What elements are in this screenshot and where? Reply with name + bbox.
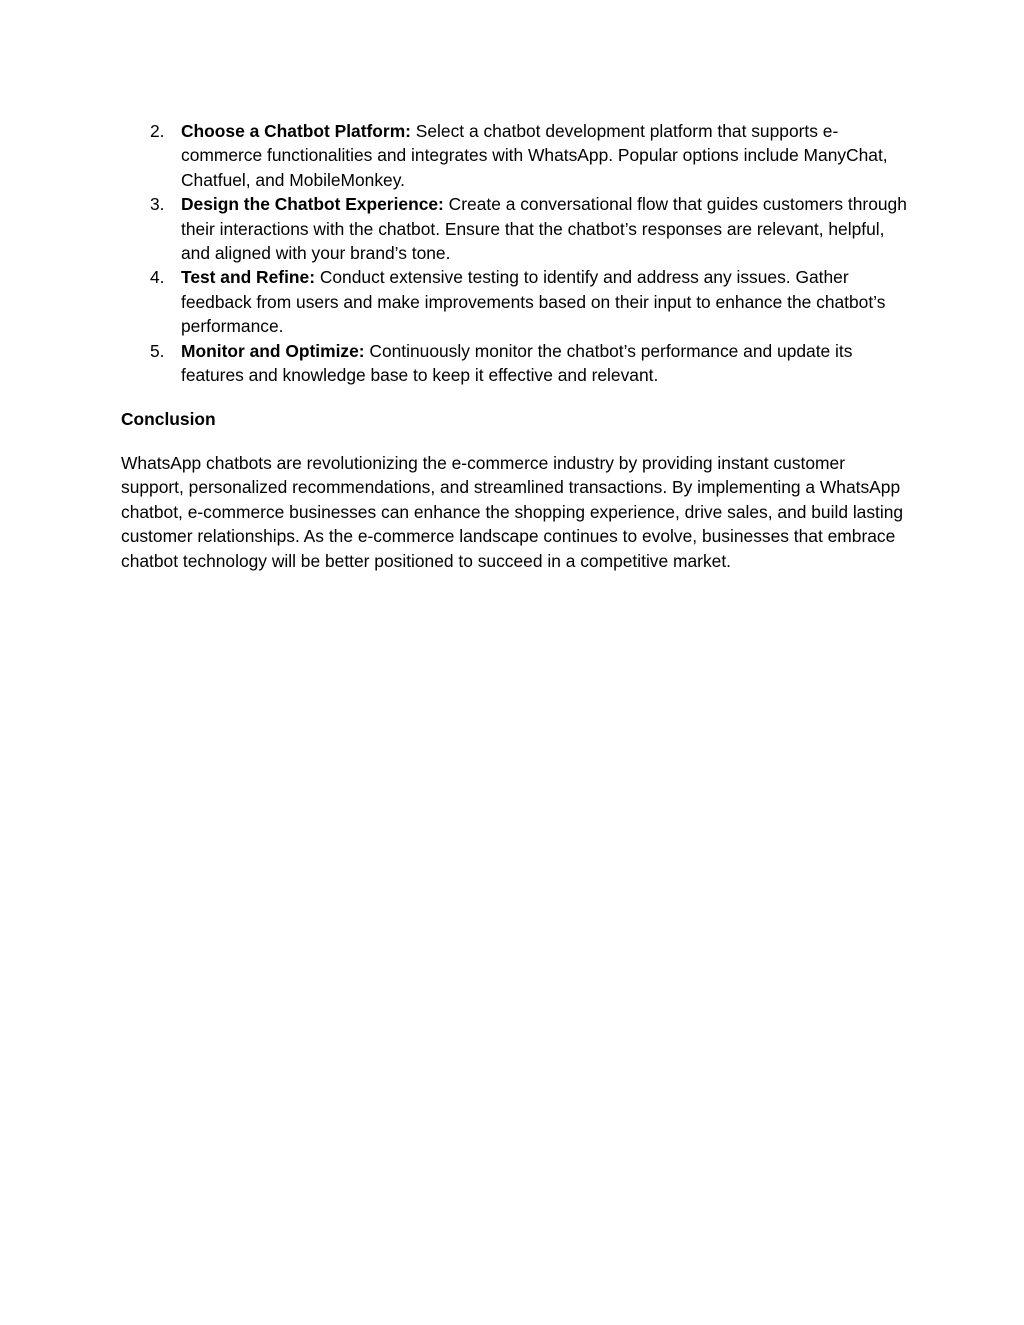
- conclusion-heading: Conclusion: [121, 409, 216, 430]
- step-text: Select a chatbot development platform that supports e-commerce functionalities and integrates with WhatsApp. Popular options include ManyChat, Chatfuel, and MobileMonkey.: [181, 121, 888, 190]
- step-number: 4.: [150, 267, 165, 288]
- step-text: Create a conversational flow that guides customers through their interactions with the chatbot. Ensure that the chatbot’s responses are relevant, helpful, and aligned with your brand’s tone.: [181, 194, 907, 264]
- step-title: Design the Chatbot Experience:: [181, 194, 444, 215]
- document-page: [121, 119, 911, 573]
- conclusion-paragraph: WhatsApp chatbots are revolutionizing the e-commerce industry by providing instant customer support, personalized recommendations, and streamlined transactions. By implementing a WhatsApp chatbot, e-commerce businesses can enhance the shopping experience, drive sales, and build lasting customer relationships. As the e-commerce landscape continues to evolve, businesses that embrace chatbot technology will be better positioned to succeed in a competitive market.: [121, 453, 904, 571]
- steps-list: [121, 119, 911, 387]
- list-item: [121, 265, 911, 338]
- list-item: [121, 119, 911, 192]
- step-title: Choose a Chatbot Platform:: [181, 121, 411, 141]
- list-item: [121, 192, 911, 265]
- step-number: 3.: [150, 194, 165, 215]
- step-text: Continuously monitor the chatbot’s performance and update its features and knowledge base to keep it effective and relevant.: [181, 340, 853, 386]
- step-title: Test and Refine:: [181, 267, 315, 288]
- step-number: 2.: [150, 121, 165, 141]
- step-text: Conduct extensive testing to identify and address any issues. Gather feedback from users and make improvements based on their input to enhance the chatbot’s performance.: [181, 267, 886, 337]
- step-number: 5.: [150, 340, 165, 361]
- step-title: Monitor and Optimize:: [181, 340, 365, 361]
- list-item: [121, 339, 911, 388]
